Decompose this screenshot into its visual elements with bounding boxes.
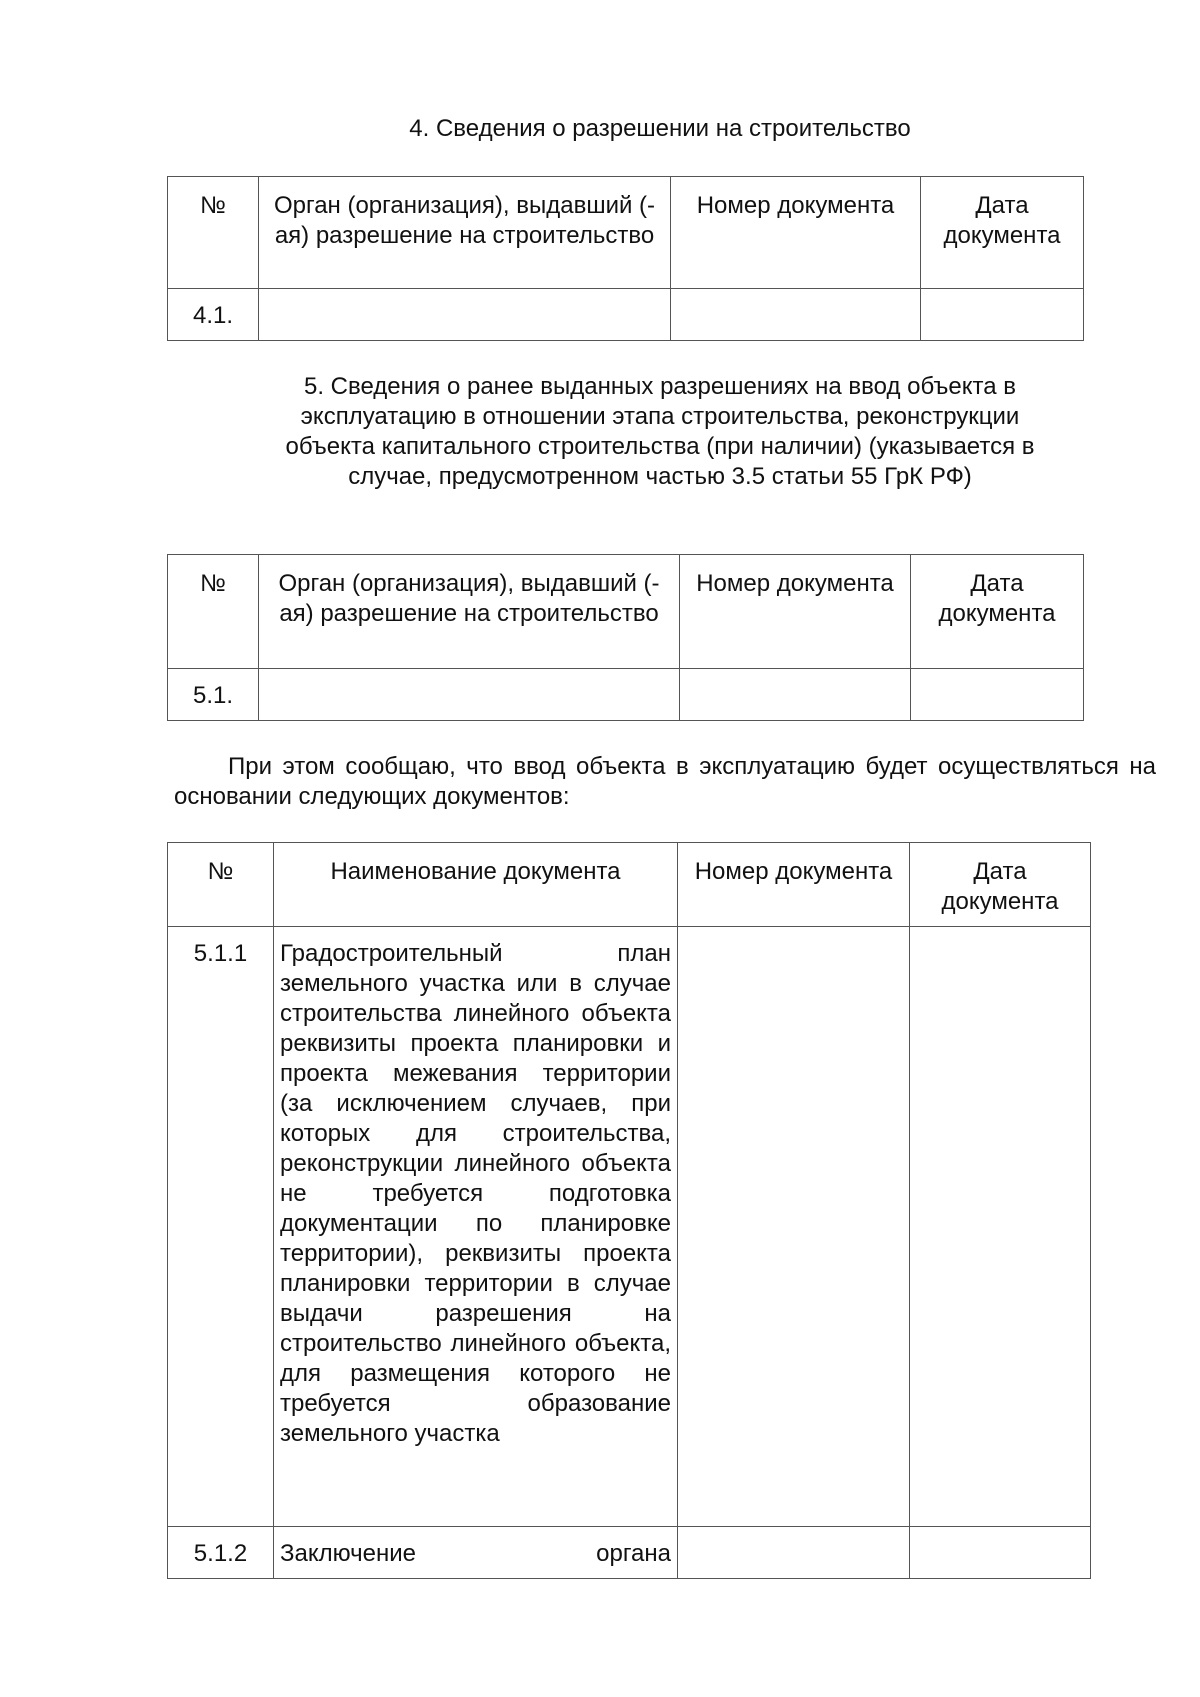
header-number: № [168,843,274,927]
documents-table [167,842,1091,1579]
table-row [168,1527,1091,1579]
header-doc-number: Номер документа [671,177,921,289]
table-row [168,669,1084,721]
table-row [168,289,1084,341]
header-doc-date: Дата документа [921,177,1084,289]
statement-paragraph: При этом сообщаю, что ввод объекта в эксплуатацию будет осуществляться на основании следующих документов: [174,753,1156,810]
header-doc-name: Наименование документа [274,843,678,927]
section-4-title: 4. Сведения о разрешении на строительство [409,115,911,142]
row-doc-date-cell[interactable] [911,669,1084,721]
row-doc-date-cell[interactable] [921,289,1084,341]
row-organ-cell[interactable] [259,289,671,341]
row-doc-name: Градостроительный план земельного участка или в случае строительства линейного объекта реквизиты проекта планировки и проекта межевания территории (за исключением случаев, при которых для строительства, реконструкции линейного объекта не требуется подготовка документации по планировке территории), реквизиты проекта планировки территории в случае выдачи разрешения на строительство линейного объекта, для размещения которого не требуется образование земельного участка [274,927,678,1527]
row-doc-date-cell[interactable] [910,1527,1091,1579]
row-number: 5.1. [168,669,259,721]
table-header-row [168,555,1084,669]
header-doc-number: Номер документа [678,843,910,927]
header-number: № [168,555,259,669]
header-organ: Орган (организация), выдавший (-ая) разрешение на строительство [259,555,680,669]
header-organ: Орган (организация), выдавший (-ая) разрешение на строительство [259,177,671,289]
row-number: 4.1. [168,289,259,341]
row-doc-number-cell[interactable] [671,289,921,341]
row-number: 5.1.2 [168,1527,274,1579]
row-organ-cell[interactable] [259,669,680,721]
permit-table [167,176,1084,341]
section-5-title: 5. Сведения о ранее выданных разрешениях на ввод объекта в эксплуатацию в отношении этапа строительства, реконструкции объекта капитального строительства (при наличии) (указывается в случае, предусмотренном частью 3.5 статьи 55 ГрК РФ) [285,373,1035,490]
row-doc-number-cell[interactable] [680,669,911,721]
header-doc-date: Дата документа [911,555,1084,669]
table-row [168,927,1091,1527]
row-doc-number-cell[interactable] [678,927,910,1527]
row-number: 5.1.1 [168,927,274,1527]
row-doc-name: Заключение органа [274,1527,678,1579]
header-doc-date: Дата документа [910,843,1091,927]
row-doc-date-cell[interactable] [910,927,1091,1527]
header-doc-number: Номер документа [680,555,911,669]
table-header-row [168,843,1091,927]
previous-permits-table [167,554,1084,721]
table-header-row [168,177,1084,289]
header-number: № [168,177,259,289]
row-doc-number-cell[interactable] [678,1527,910,1579]
